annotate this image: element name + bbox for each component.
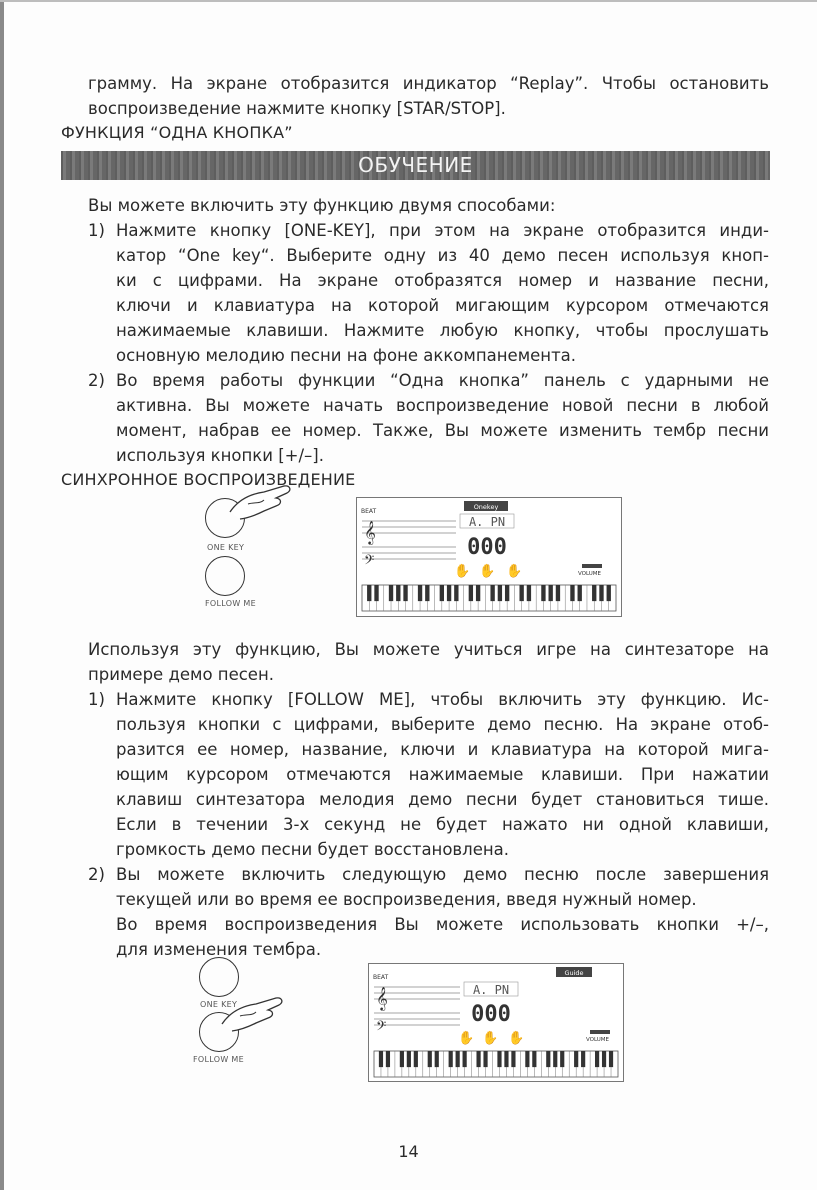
- list-item-line: Во время воспроизведения Вы можете использовать кнопки +/–,: [116, 915, 769, 934]
- treble-clef-icon: 𝄞: [364, 520, 376, 544]
- ways-intro: Вы можете включить эту функцию двумя способами:: [88, 196, 556, 215]
- list-item-line: ки с цифрами. На экране отобразятся номер и название песни,: [116, 271, 769, 290]
- list-item-line: активна. Вы можете начать воспроизведение новой песни в любой: [116, 396, 769, 415]
- list-item-number: 1): [88, 690, 105, 709]
- list-item-number: 2): [88, 865, 105, 884]
- banner-title: ОБУЧЕНИЕ: [358, 153, 473, 177]
- both-hands-icon: ✋: [482, 1031, 499, 1046]
- list-item-line: основную мелодию песни на фоне аккомпанемента.: [116, 346, 577, 365]
- right-hand-icon: ✋: [508, 1031, 525, 1046]
- follow-me-label: FOLLOW ME: [205, 599, 256, 608]
- page-top-edge: [0, 0, 817, 2]
- both-hands-icon: ✋: [479, 564, 496, 579]
- section-heading-one-key: ФУНКЦИЯ “ОДНА КНОПКА”: [61, 123, 293, 142]
- bass-clef-icon: 𝄢: [376, 1018, 387, 1037]
- follow-intro-line-2: примере демо песен.: [88, 665, 274, 684]
- list-item-line: ключи и клавиатура на которой мигающим курсором отмечаются: [116, 296, 769, 315]
- list-item-line: момент, набрав ее номер. Также, Вы можете изменить тембр песни: [116, 421, 769, 440]
- one-key-label: ONE KEY: [200, 1000, 238, 1009]
- list-item-line: катор “One key“. Выберите одну из 40 демо песен используя кноп-: [116, 246, 769, 265]
- list-item-line: Нажмите кнопку [FOLLOW ME], чтобы включить эту функцию. Ис-: [116, 690, 769, 709]
- list-item-line: Вы можете включить следующую демо песню после завершения: [116, 865, 769, 884]
- follow-intro-line-1: Используя эту функцию, Вы можете учиться игре на синтезаторе на: [88, 640, 769, 659]
- lcd-song-number: 000: [471, 1002, 511, 1027]
- list-item-line: для изменения тембра.: [116, 940, 322, 959]
- one-key-button: [199, 957, 239, 997]
- pressing-hand-icon: [224, 482, 294, 522]
- list-item-line: разится ее номер, название, ключи и клавиатура на которой мига-: [116, 740, 769, 759]
- list-item-line: клавиш синтезатора мелодия демо песни будет становиться тише.: [116, 790, 769, 809]
- intro-line-1: грамму. На экране отобразится индикатор “Replay”. Чтобы остановить: [88, 74, 769, 93]
- section-heading-sync: СИНХРОННОЕ ВОСПРОИЗВЕДЕНИЕ: [61, 470, 356, 489]
- lcd-beat-label: BEAT: [361, 508, 377, 515]
- lcd-volume-label: VOLUME: [586, 1037, 610, 1043]
- list-item-line: нажимаемые клавиши. Нажмите любую кнопку, чтобы прослушать: [116, 321, 769, 340]
- lcd-display-follow-me: [368, 963, 624, 1082]
- list-item-line: Во время работы функции “Одна кнопка” панель с ударными не: [116, 371, 769, 390]
- list-item-line: пользуя кнопки с цифрами, выберите демо песню. На экране отоб-: [116, 715, 769, 734]
- intro-line-2: воспроизведение нажмите кнопку [STAR/STOP].: [88, 99, 506, 118]
- pressing-hand-icon: [216, 994, 286, 1034]
- lcd-badge: Onekey: [473, 503, 499, 511]
- lcd-beat-label: BEAT: [373, 974, 389, 981]
- bass-clef-icon: 𝄢: [364, 552, 375, 571]
- lcd-display-one-key: [356, 497, 622, 617]
- lcd-song-name: A. PN: [468, 515, 506, 529]
- one-key-label: ONE KEY: [207, 543, 245, 552]
- lcd-song-number: 000: [467, 535, 507, 560]
- follow-me-label: FOLLOW ME: [193, 1055, 244, 1064]
- treble-clef-icon: 𝄞: [376, 986, 388, 1010]
- list-item-line: используя кнопки [+/–].: [116, 446, 324, 465]
- left-hand-icon: ✋: [458, 1031, 475, 1046]
- list-item-line: Нажмите кнопку [ONE-KEY], при этом на экране отобразится инди-: [116, 221, 769, 240]
- section-banner: [61, 151, 770, 180]
- lcd-song-name: A. PN: [472, 983, 510, 997]
- lcd-badge: Guide: [564, 969, 584, 977]
- list-item-line: текущей или во время ее воспроизведения, введя нужный номер.: [116, 890, 697, 909]
- page-edge: [0, 0, 4, 1190]
- right-hand-icon: ✋: [506, 564, 523, 579]
- list-item-number: 2): [88, 371, 105, 390]
- list-item-line: ющим курсором отмечаются нажимаемые клавиши. При нажатии: [116, 765, 769, 784]
- list-item-line: громкость демо песни будет восстановлена.: [116, 840, 510, 859]
- lcd-keyboard: [374, 1051, 618, 1077]
- lcd-keyboard: [362, 585, 616, 611]
- list-item-number: 1): [88, 221, 105, 240]
- follow-me-button: [205, 556, 245, 596]
- left-hand-icon: ✋: [454, 564, 471, 579]
- lcd-volume-label: VOLUME: [578, 571, 602, 577]
- page-number: 14: [398, 1142, 419, 1161]
- list-item-line: Если в течении 3-х секунд не будет нажато ни одной клавиши,: [116, 815, 769, 834]
